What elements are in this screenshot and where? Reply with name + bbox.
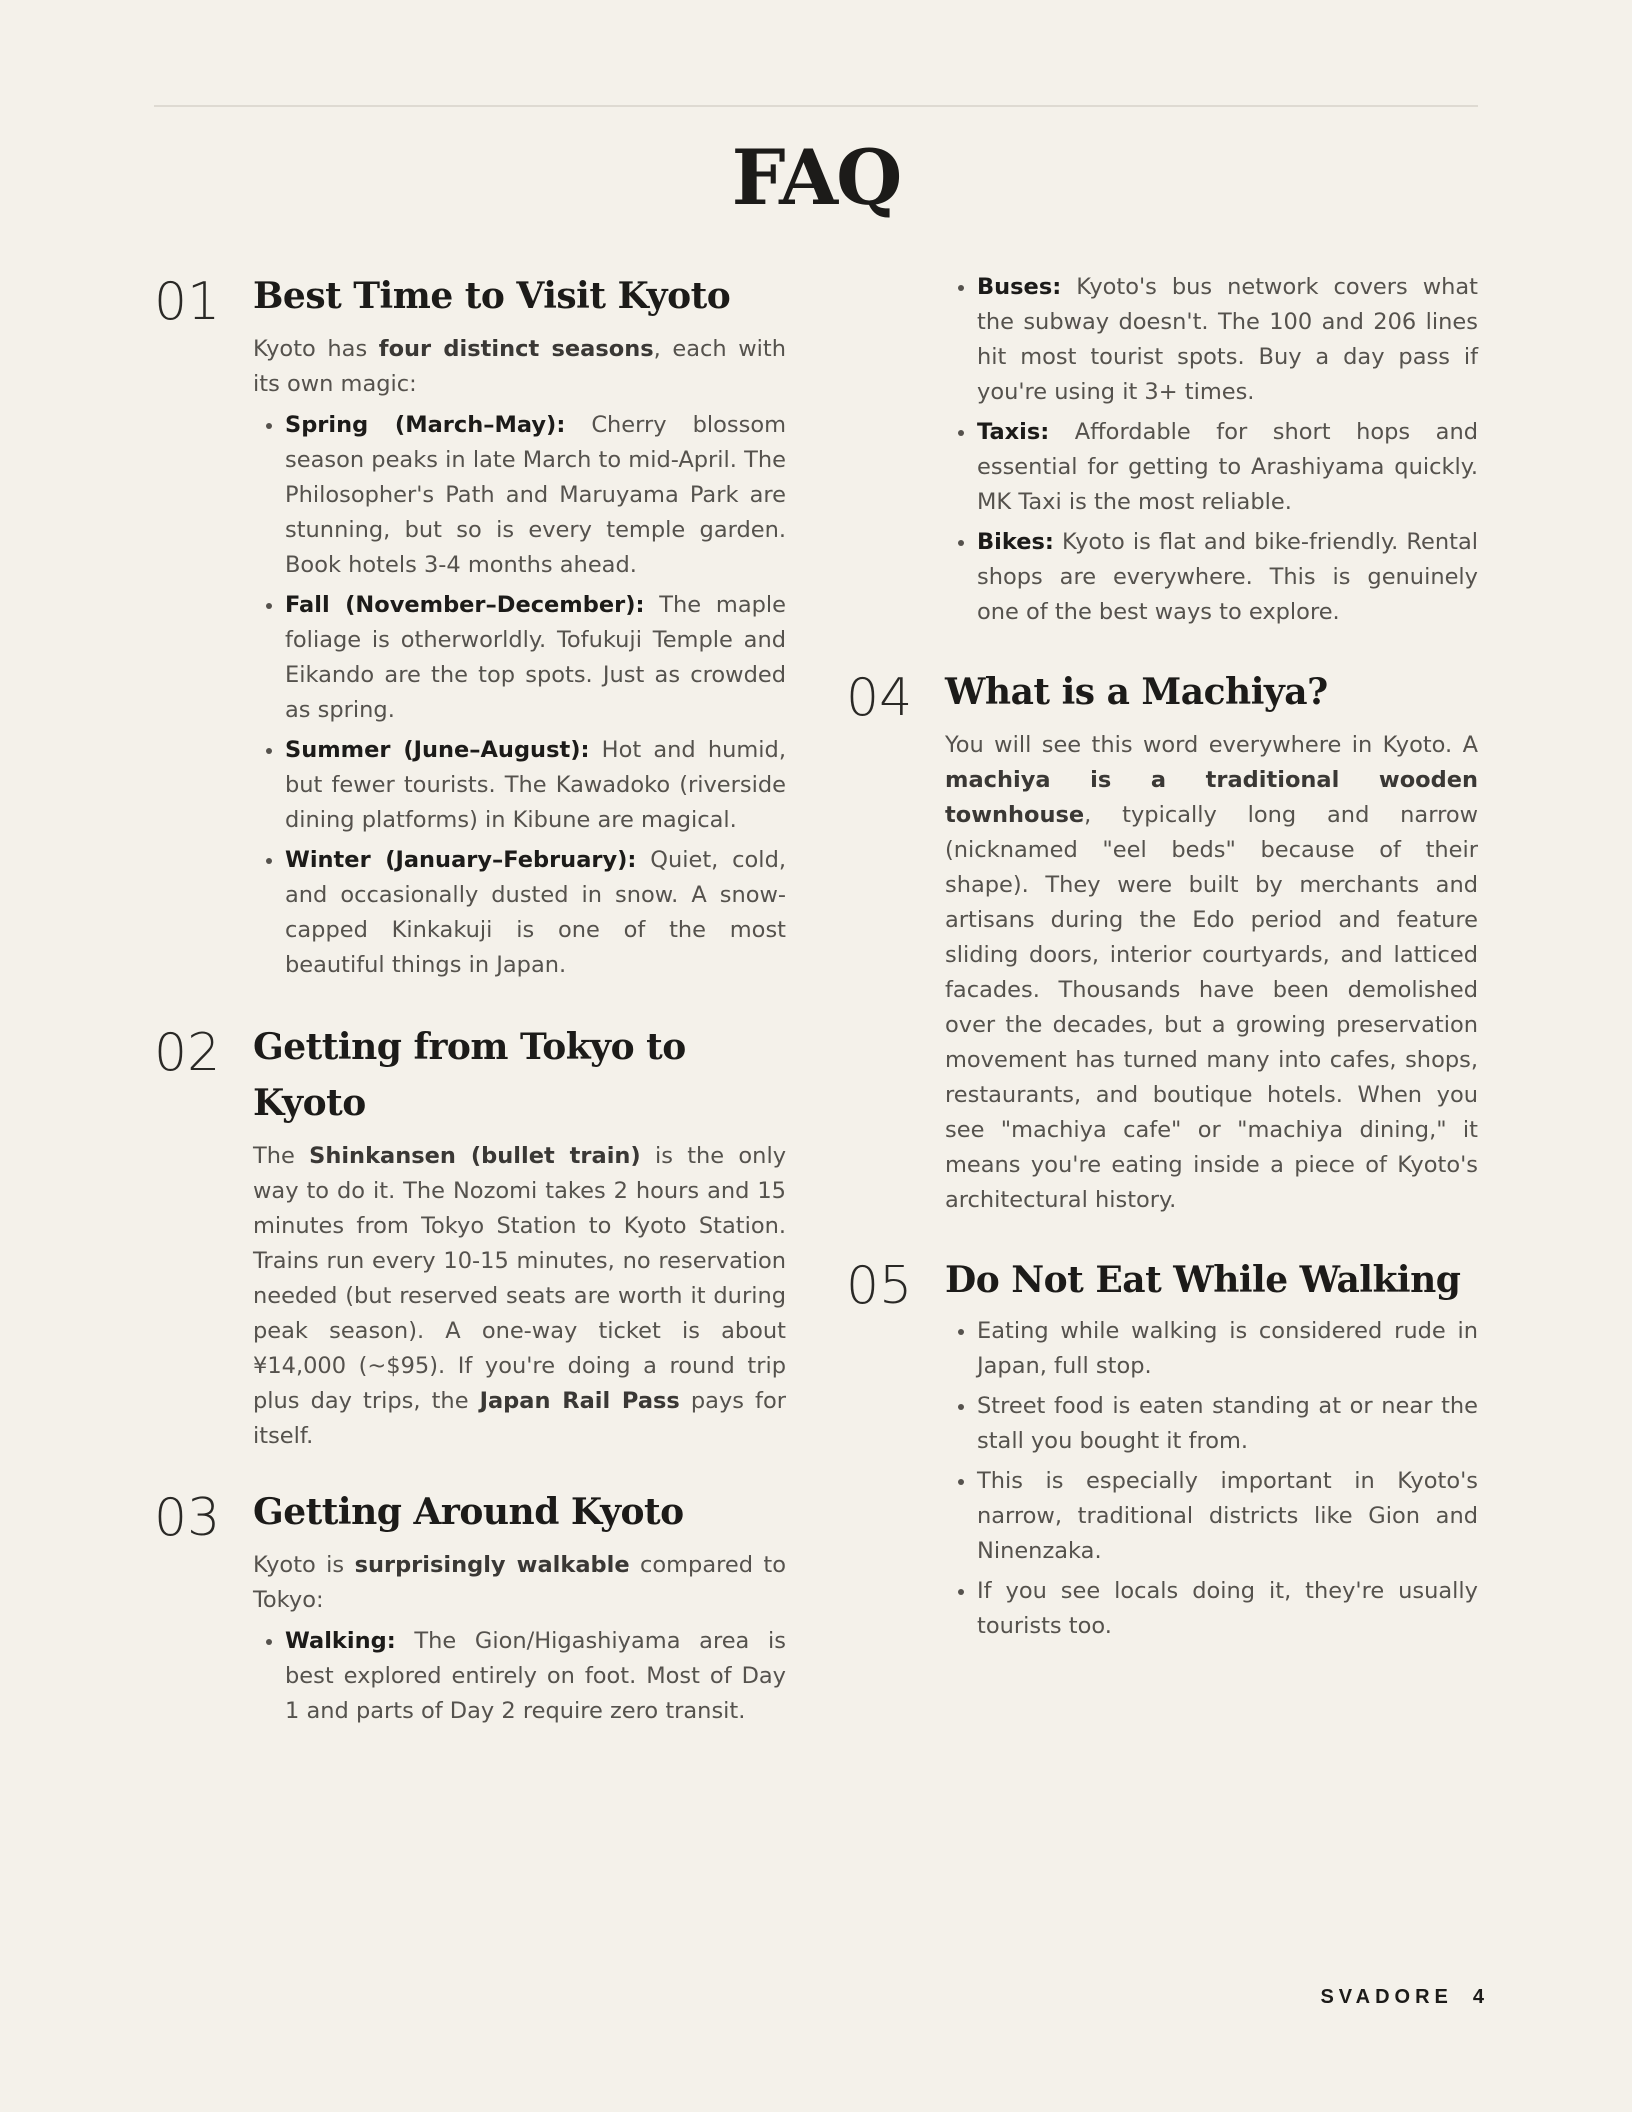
list-item: • Street food is eaten standing at or near the stall you bought it from. (977, 1389, 1478, 1459)
seasons-list (253, 408, 786, 983)
section-heading: Best Time to Visit Kyoto (253, 275, 731, 317)
section-body: You will see this word everywhere in Kyoto. A machiya is a traditional wooden townhouse, typically long and narrow (nicknamed "eel beds" because of their shape). They were built by merchants and artisans during the Edo period and feature sliding doors, interior courtyards, and latticed facades. Thousands have been demolished over the decades, but a growing preservation movement has turned many into cafes, shops, restaurants, and boutique hotels. When you see "machiya cafe" or "machiya dining," it means you're eating inside a piece of Kyoto's architectural history. (945, 732, 1478, 1213)
list-item: • Winter (January–February): Quiet, cold, and occasionally dusted in snow. A snow-capped Kinkakuji is one of the most beautiful things in Japan. (285, 843, 786, 983)
page-number: 4 (1472, 1986, 1484, 2008)
faq-section-03 (154, 1484, 786, 1729)
section-number: 04 (846, 668, 913, 728)
faq-section-01 (154, 268, 786, 983)
list-item: • Eating while walking is considered rude in Japan, full stop. (977, 1314, 1478, 1384)
list-item: • This is especially important in Kyoto's narrow, traditional districts like Gion and Ninenzaka. (977, 1464, 1478, 1569)
section-heading: What is a Machiya? (945, 671, 1328, 713)
section-number: 01 (154, 272, 221, 332)
faq-section-03-continued (846, 270, 1478, 630)
section-number: 03 (154, 1488, 221, 1548)
faq-section-02 (154, 1019, 786, 1454)
etiquette-list (945, 1314, 1478, 1644)
page-title: FAQ (731, 133, 901, 222)
top-divider (154, 105, 1478, 107)
section-body: The Shinkansen (bullet train) is the only way to do it. The Nozomi takes 2 hours and 15 minutes from Tokyo Station to Kyoto Station. Trains run every 10-15 minutes, no reservation needed (but reserved seats are worth it during peak season). A one-way ticket is about ¥14,000 (~$95). If you're doing a round trip plus day trips, the Japan Rail Pass pays for itself. (253, 1143, 787, 1449)
faq-section-04 (846, 664, 1478, 1218)
section-intro: Kyoto is surprisingly walkable compared to Tokyo: (253, 1552, 786, 1613)
section-number: 05 (846, 1256, 913, 1316)
list-item: • Spring (March–May): Cherry blossom season peaks in late March to mid-April. The Philosopher's Path and Maruyama Park are stunning, but so is every temple garden. Book hotels 3-4 months ahead. (285, 408, 786, 583)
section-intro: Kyoto has four distinct seasons, each with its own magic: (253, 336, 786, 397)
faq-section-05 (846, 1252, 1478, 1644)
list-item: • If you see locals doing it, they're usually tourists too. (977, 1574, 1478, 1644)
transport-list (253, 1624, 786, 1729)
list-item: • Taxis: Affordable for short hops and essential for getting to Arashiyama quickly. MK Taxi is the most reliable. (977, 415, 1478, 520)
list-item: • Summer (June–August): Hot and humid, but fewer tourists. The Kawadoko (riverside dining platforms) in Kibune are magical. (285, 733, 786, 838)
list-item: • Buses: Kyoto's bus network covers what the subway doesn't. The 100 and 206 lines hit most tourist spots. Buy a day pass if you're using it 3+ times. (977, 270, 1478, 410)
section-heading: Getting from Tokyo to Kyoto (253, 1026, 686, 1124)
page-footer (1320, 1986, 1484, 2009)
transport-list-continued (945, 270, 1478, 630)
brand-name: SVADORE (1320, 1986, 1453, 2008)
section-heading: Getting Around Kyoto (253, 1491, 684, 1533)
list-item: • Bikes: Kyoto is flat and bike-friendly. Rental shops are everywhere. This is genuinely one of the best ways to explore. (977, 525, 1478, 630)
list-item: • Walking: The Gion/Higashiyama area is best explored entirely on foot. Most of Day 1 and parts of Day 2 require zero transit. (285, 1624, 786, 1729)
left-column (154, 268, 786, 1734)
section-heading: Do Not Eat While Walking (945, 1259, 1461, 1301)
list-item: • Fall (November–December): The maple foliage is otherworldly. Tofukuji Temple and Eikando are the top spots. Just as crowded as spring. (285, 588, 786, 728)
right-column (846, 268, 1478, 1649)
section-number: 02 (154, 1023, 221, 1083)
